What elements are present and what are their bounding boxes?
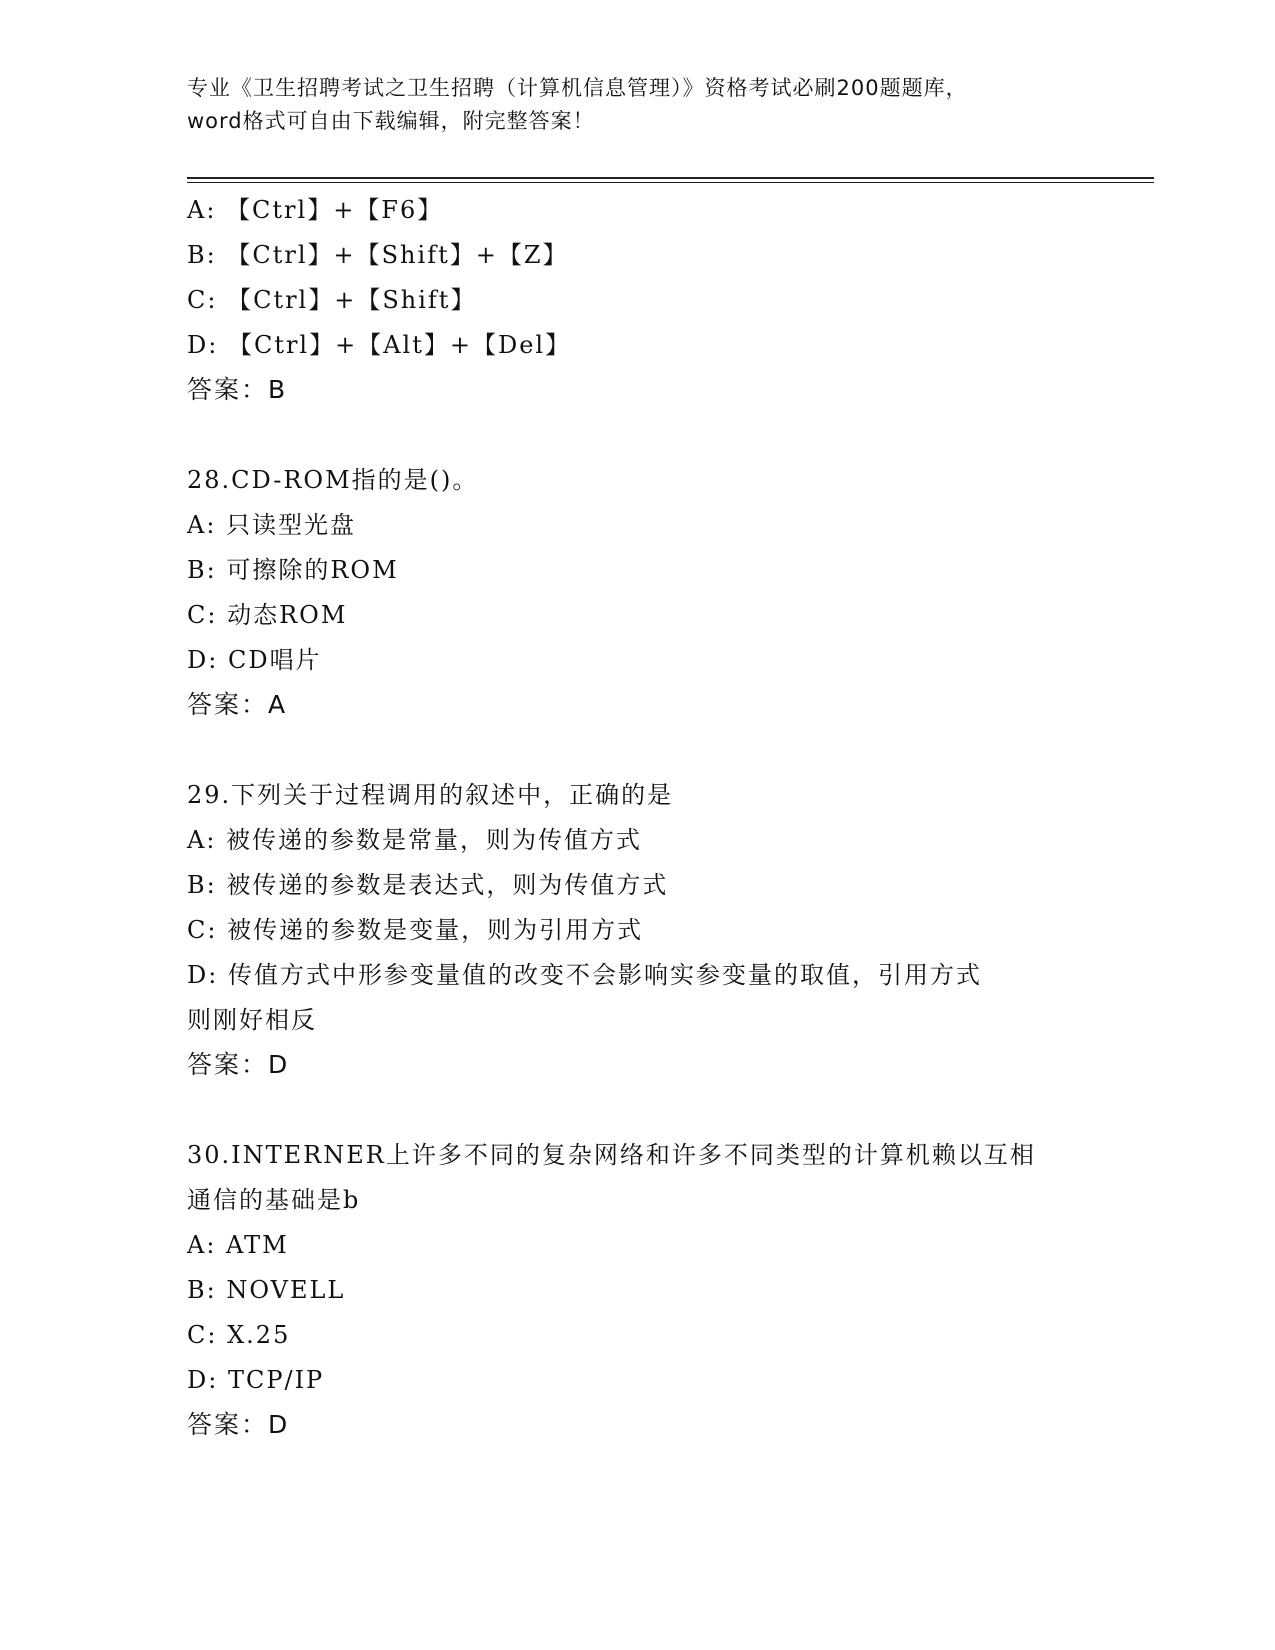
q30-answer: 答案：D [187,1410,290,1439]
q30-stem: 30.INTERNER上许多不同的复杂网络和许多不同类型的计算机赖以互相 [187,1141,1036,1169]
q30-option-c: C: X.25 [187,1321,291,1349]
q28-option-b: B: 可擦除的ROM [187,556,399,584]
q27-option-c: C: 【Ctrl】+【Shift】 [187,286,477,314]
q28-option-a: A: 只读型光盘 [187,511,357,539]
q27-option-b: B: 【Ctrl】+【Shift】+【Z】 [187,241,569,269]
q29-option-d-continued: 则刚好相反 [187,1006,317,1034]
q27-option-a: A: 【Ctrl】+【F6】 [187,196,444,224]
header-divider-thick [187,177,1154,179]
q29-stem: 29.下列关于过程调用的叙述中，正确的是 [187,781,674,809]
q30-stem-continued: 通信的基础是b [187,1186,361,1214]
q29-option-c: C: 被传递的参数是变量，则为引用方式 [187,916,644,944]
q30-option-d: D: TCP/IP [187,1366,325,1394]
q28-stem: 28.CD-ROM指的是()。 [187,466,479,494]
q29-option-d: D: 传值方式中形参变量值的改变不会影响实参变量的取值，引用方式 [187,961,982,989]
q28-answer: 答案：A [187,690,288,719]
q27-option-d: D: 【Ctrl】+【Alt】+【Del】 [187,331,572,359]
header-line-1: 专业《卫生招聘考试之卫生招聘（计算机信息管理）》资格考试必刷200题题库， [187,76,968,100]
q30-option-b: B: NOVELL [187,1276,346,1304]
q28-option-c: C: 动态ROM [187,601,348,629]
q29-option-a: A: 被传递的参数是常量，则为传值方式 [187,826,643,854]
q28-option-d: D: CD唱片 [187,646,322,674]
q29-answer: 答案：D [187,1050,290,1079]
q27-answer: 答案：B [187,375,288,404]
header-divider-thin [187,182,1154,183]
document-header [187,72,1087,138]
q29-option-b: B: 被传递的参数是表达式，则为传值方式 [187,871,669,899]
q30-option-a: A: ATM [187,1231,289,1259]
header-line-2: word格式可自由下载编辑，附完整答案！ [187,109,595,133]
